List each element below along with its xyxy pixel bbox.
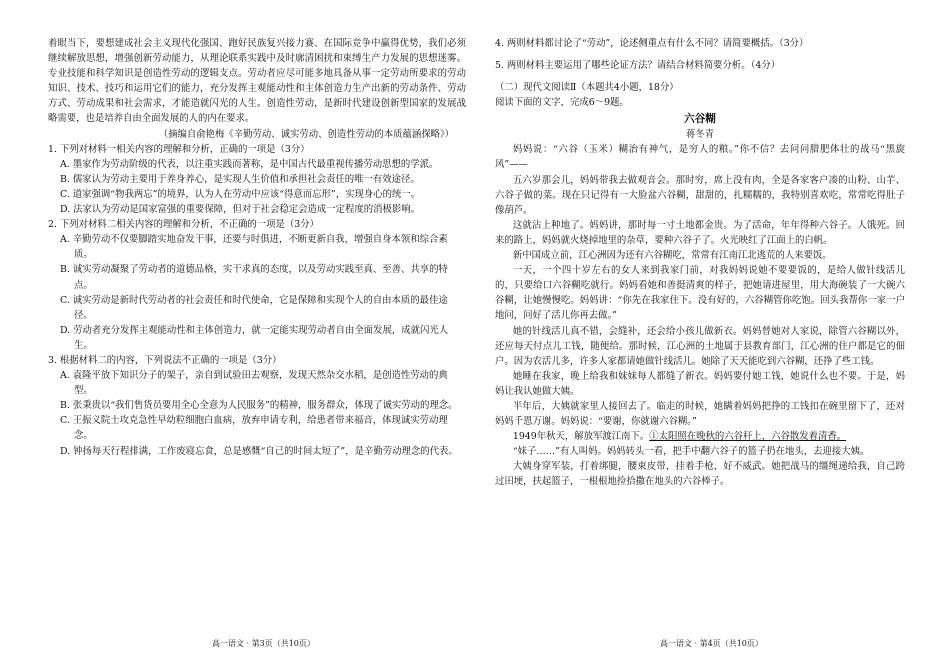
question-2-option-d: D. 劳动者充分发挥主观能动性和主体创造力，就一定能实现劳动者自由全面发展，成就闪光人生。 (60, 324, 449, 351)
left-page-footer: 高一语文 · 第3页（共10页） (212, 639, 315, 648)
question-3-option-a: A. 袁隆平放下知识分子的架子，亲自到试验田去观察，发现天然杂交水稻，是创造性劳动的典型。 (60, 370, 448, 397)
source-citation: （摘编自俞艳梅《辛勤劳动、诚实劳动、创造性劳动的本质蕴涵探略》） (158, 128, 454, 140)
right-page (495, 36, 905, 490)
story-paragraph: 妈妈说：“六谷（玉米）糊治有神气，是穷人的粮。”你不信？去问问腊肥体壮的战马“黑旋风”—— (495, 144, 905, 171)
question-4: 4. 两则材料都讨论了“劳动”，论述侧重点有什么不同？请简要概括。（3分） (495, 38, 809, 49)
question-1-stem: 1. 下列对材料一相关内容的理解和分析，正确的一项是（3分） (48, 143, 310, 155)
story-paragraph: 她睡在我家，晚上给我和妹妹每人都缝了新衣。妈妈要付她工钱，她说什么也不要。于是，妈妈让我认她做大姨。 (495, 370, 905, 397)
story-paragraph: 这就沾上种地了。妈妈讲，那时每一寸土地都金贵。为了活命，年年得种六谷子。人饿死。回来的路上，妈妈就火烧掉地里的杂草，要种六谷子了。火光映红了江面上的白帆。 (495, 219, 905, 246)
story-paragraph: “妹子……”有人叫妈。妈妈转头一看，把手中翻六谷子的篮子扔在地头，去迎接大姨。 (512, 446, 870, 458)
question-1-option-d: D. 法家认为劳动是国家富强的重要保障，但对于社会稳定会造成一定程度的消极影响。 (60, 204, 421, 216)
story-title: 六谷糊 (684, 113, 716, 126)
underlined-sentence-1: ①太阳照在晚秋的六谷秆上，六谷散发着清香。 (649, 431, 847, 443)
question-3-option-c: C. 王振义院士攻克急性早幼粒细胞白血病，放弃申请专利，给患者带来福音，体现诚实劳动理念。 (60, 415, 448, 442)
story-paragraph: 新中国成立前，江心洲因为还有六谷糊吃，常常有江南江北逃荒的人来要饭。 (512, 250, 832, 262)
question-1-option-c: C. 道家强调“物我两忘”的境界，认为人在劳动中应该“得意而忘形”，实现身心的统一。 (60, 188, 421, 200)
question-1-option-a: A. 墨家作为劳动阶级的代表，以注重实践而著称，是中国古代最重视传播劳动思想的学派。 (60, 158, 439, 170)
question-2-stem: 2. 下列对材料二相关内容的理解和分析，不正确的一项是（3分） (48, 219, 320, 231)
question-2-option-a: A. 辛勤劳动不仅要脚踏实地奋发干事，还要与时俱进，不断更新自我，增强自身本领和综合素质。 (60, 234, 448, 261)
question-2-option-b: B. 诚实劳动凝聚了劳动者的道德品格，实干求真的态度，以及劳动实践至真、至善、共享的特点。 (60, 264, 448, 291)
question-1-option-b: B. 儒家认为劳动主要用于养身养心，是实现人生价值和承担社会责任的唯一有效途径。 (60, 173, 420, 185)
reading-instruction: 阅读下面的文字，完成6～9题。 (495, 97, 629, 109)
question-3-option-b: B. 张秉贵以“我们售货员要用全心全意为人民服务”的精神，服务群众，体现了诚实劳动的理念。 (60, 400, 458, 412)
question-3-option-d: D. 钟扬每天行程排满，工作废寝忘食，总是感慨“自己的时间太短了”，是辛勤劳动理念的代表。 (60, 445, 458, 457)
story-paragraph: 五六岁那会儿，妈妈带我去做观音会。那时穷，席上没有肉，全是各家客户凑的山粉、山芋、六谷子做的菜。现在只记得有一大脸盆六谷糊，甜甜的，扎糯糯的，我特别喜欢吃，常常吃得肚子像葫芦。 (495, 174, 905, 216)
story-text: 1949年秋天，解放军渡江南下。 (512, 431, 650, 443)
section-heading: （二）现代文阅读Ⅱ（本题共4小题，18分） (495, 82, 679, 94)
question-5: 5. 两则材料主要运用了哪些论证方法？请结合材料简要分析。（4分） (495, 60, 781, 72)
story-paragraph: 大姨身穿军装，打着绑腿，腰束皮带，挂着手枪，好不威武。她把战马的缰绳递给我，自己跨过田埂，扶起篮子，一根根地捡拾撒在地头的六谷棒子。 (495, 461, 905, 488)
right-page-footer: 高一语文 · 第4页（共10页） (660, 639, 763, 648)
story-paragraph: 她的针线活儿真不错，会缝补，还会给小孩儿做新衣。妈妈替她对人家说，除管六谷糊以外，还应每天付点儿工钱，随便给。那时候，江心洲的土地属于县教育部门，江心洲的住户都是它的佃户。因为农活儿多，许多人家都请她做针线活儿。她除了天天能吃到六谷糊，还挣了些工钱。 (495, 325, 905, 367)
story-author: 蒋冬青 (685, 129, 715, 141)
story-paragraph: 一天，一个四十岁左右的女人来到我家门前，对我妈妈说她不要要饭的，是给人做针线活儿的，只要给口六谷糊吃就行。妈妈看她和善挺清爽的样子，把她请进屋里，用大海碗装了一大碗六谷糊，让她慢慢吃。妈妈讲：“你先在我家住下。没有好的，六谷糊管你吃饱。回头我帮你一家一户地问，问好了活儿你再去做。” (495, 265, 905, 322)
story-paragraph-with-underline (495, 429, 905, 444)
left-page (48, 36, 466, 459)
question-2-option-c: C. 诚实劳动是新时代劳动者的社会责任和时代使命，它是保障和实现个人的自由本质的最佳途径。 (60, 294, 448, 321)
story-paragraph: 半年后，大姨就家里人接回去了。临走的时候，她瞒着妈妈把挣的工钱扣在碗里留下了，还对妈妈千恩万谢。妈妈说：“要谢，你就谢六谷糊。” (495, 400, 905, 428)
intro-paragraph: 着眼当下，要想建成社会主义现代化强国、跑好民族复兴接力赛、在国际竞争中赢得优势，我们必须继续解放思想，增强创新劳动能力，从理论联系实践中及时廓清困扰和束缚生产力发展的思想迷雾。专业技能和科学知识是创造性劳动的逻辑支点。劳动者应尽可能多地具备从事一定劳动所要求的劳动知识、技术、技巧和运用它们的能力，充分发挥主观能动性和主体创造力生产出新的劳动条件、劳动方式、劳动成果和社会需求，才能造就闪光的人生。创造性劳动，是新时代建设创新型国家的发展战略需要，也是培养自由全面发展的人的内在要求。 (48, 38, 466, 125)
question-3-stem: 3. 根据材料二的内容，下列说法不正确的一项是（3分） (48, 354, 282, 366)
